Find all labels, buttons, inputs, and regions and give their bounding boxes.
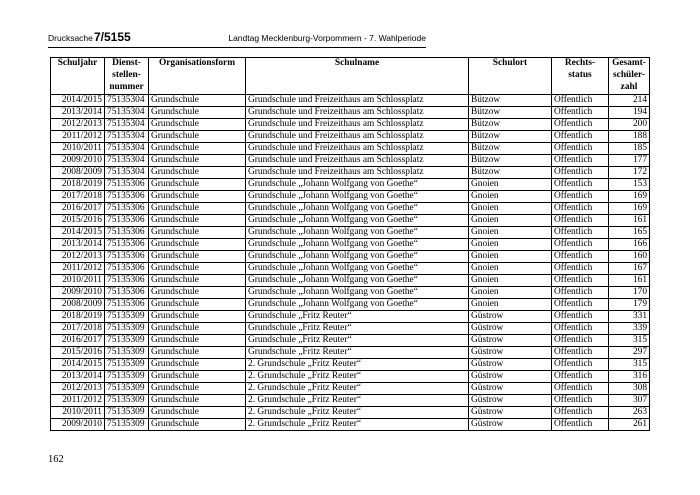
cell-schuljahr: 2011/2012 bbox=[51, 395, 105, 407]
cell-schuljahr: 2010/2011 bbox=[51, 143, 105, 155]
cell-schuljahr: 2016/2017 bbox=[51, 203, 105, 215]
cell-dienststellennummer: 75135309 bbox=[105, 323, 149, 335]
cell-dienststellennummer: 75135309 bbox=[105, 347, 149, 359]
cell-gesamtschuelerzahl: 153 bbox=[609, 179, 650, 191]
cell-schulort: Güstrow bbox=[469, 371, 552, 383]
cell-schulort: Gnoien bbox=[469, 287, 552, 299]
cell-schulort: Güstrow bbox=[469, 347, 552, 359]
cell-schulort: Güstrow bbox=[469, 407, 552, 419]
cell-organisationsform: Grundschule bbox=[149, 311, 246, 323]
cell-rechtsstatus: Öffentlich bbox=[552, 215, 609, 227]
cell-schulname: Grundschule „Johann Wolfgang von Goethe“ bbox=[246, 227, 469, 239]
cell-dienststellennummer: 75135309 bbox=[105, 311, 149, 323]
cell-rechtsstatus: Öffentlich bbox=[552, 263, 609, 275]
cell-schuljahr: 2009/2010 bbox=[51, 419, 105, 431]
cell-dienststellennummer: 75135304 bbox=[105, 155, 149, 167]
column-header-gesamtschuelerzahl: Gesamt- schüler- zahl bbox=[609, 58, 650, 95]
cell-schulort: Güstrow bbox=[469, 383, 552, 395]
cell-gesamtschuelerzahl: 167 bbox=[609, 263, 650, 275]
cell-rechtsstatus: Öffentlich bbox=[552, 179, 609, 191]
cell-rechtsstatus: Öffentlich bbox=[552, 107, 609, 119]
cell-schulname: Grundschule „Johann Wolfgang von Goethe“ bbox=[246, 299, 469, 311]
cell-schulname: 2. Grundschule „Fritz Reuter“ bbox=[246, 407, 469, 419]
cell-schulort: Güstrow bbox=[469, 359, 552, 371]
page-number: 162 bbox=[48, 454, 64, 465]
table-row bbox=[51, 347, 650, 359]
cell-organisationsform: Grundschule bbox=[149, 143, 246, 155]
cell-schulname: Grundschule und Freizeithaus am Schlossplatz bbox=[246, 143, 469, 155]
cell-schulort: Gnoien bbox=[469, 215, 552, 227]
cell-schulname: Grundschule und Freizeithaus am Schlossplatz bbox=[246, 167, 469, 179]
cell-schulname: Grundschule „Johann Wolfgang von Goethe“ bbox=[246, 215, 469, 227]
cell-dienststellennummer: 75135304 bbox=[105, 131, 149, 143]
cell-rechtsstatus: Öffentlich bbox=[552, 335, 609, 347]
cell-dienststellennummer: 75135306 bbox=[105, 239, 149, 251]
cell-schuljahr: 2018/2019 bbox=[51, 311, 105, 323]
table-row bbox=[51, 287, 650, 299]
cell-schulname: 2. Grundschule „Fritz Reuter“ bbox=[246, 419, 469, 431]
cell-organisationsform: Grundschule bbox=[149, 263, 246, 275]
cell-gesamtschuelerzahl: 177 bbox=[609, 155, 650, 167]
cell-gesamtschuelerzahl: 160 bbox=[609, 251, 650, 263]
cell-schulname: Grundschule „Johann Wolfgang von Goethe“ bbox=[246, 287, 469, 299]
cell-gesamtschuelerzahl: 172 bbox=[609, 167, 650, 179]
cell-rechtsstatus: Öffentlich bbox=[552, 119, 609, 131]
cell-schuljahr: 2018/2019 bbox=[51, 179, 105, 191]
cell-rechtsstatus: Öffentlich bbox=[552, 251, 609, 263]
cell-schulort: Gnoien bbox=[469, 275, 552, 287]
cell-schuljahr: 2012/2013 bbox=[51, 119, 105, 131]
cell-schulname: Grundschule und Freizeithaus am Schlossplatz bbox=[246, 119, 469, 131]
cell-schuljahr: 2010/2011 bbox=[51, 275, 105, 287]
cell-dienststellennummer: 75135309 bbox=[105, 371, 149, 383]
cell-dienststellennummer: 75135306 bbox=[105, 191, 149, 203]
cell-rechtsstatus: Öffentlich bbox=[552, 419, 609, 431]
table-row bbox=[51, 239, 650, 251]
cell-dienststellennummer: 75135309 bbox=[105, 335, 149, 347]
cell-gesamtschuelerzahl: 307 bbox=[609, 395, 650, 407]
cell-organisationsform: Grundschule bbox=[149, 227, 246, 239]
cell-gesamtschuelerzahl: 297 bbox=[609, 347, 650, 359]
cell-organisationsform: Grundschule bbox=[149, 407, 246, 419]
table-row bbox=[51, 191, 650, 203]
school-table bbox=[50, 57, 650, 431]
cell-schulort: Bützow bbox=[469, 155, 552, 167]
cell-schulort: Güstrow bbox=[469, 419, 552, 431]
cell-schulort: Bützow bbox=[469, 143, 552, 155]
cell-gesamtschuelerzahl: 169 bbox=[609, 191, 650, 203]
cell-schulname: Grundschule „Fritz Reuter“ bbox=[246, 347, 469, 359]
cell-rechtsstatus: Öffentlich bbox=[552, 191, 609, 203]
cell-schuljahr: 2013/2014 bbox=[51, 371, 105, 383]
cell-schulname: Grundschule und Freizeithaus am Schlossplatz bbox=[246, 155, 469, 167]
cell-schulort: Bützow bbox=[469, 119, 552, 131]
cell-rechtsstatus: Öffentlich bbox=[552, 131, 609, 143]
column-header-organisationsform: Organisationsform bbox=[149, 58, 246, 95]
cell-schuljahr: 2017/2018 bbox=[51, 191, 105, 203]
table-row bbox=[51, 251, 650, 263]
cell-dienststellennummer: 75135304 bbox=[105, 95, 149, 107]
cell-dienststellennummer: 75135306 bbox=[105, 203, 149, 215]
cell-schulname: Grundschule und Freizeithaus am Schlossplatz bbox=[246, 131, 469, 143]
cell-rechtsstatus: Öffentlich bbox=[552, 371, 609, 383]
cell-rechtsstatus: Öffentlich bbox=[552, 203, 609, 215]
table-row bbox=[51, 275, 650, 287]
table-row bbox=[51, 131, 650, 143]
cell-rechtsstatus: Öffentlich bbox=[552, 227, 609, 239]
cell-gesamtschuelerzahl: 161 bbox=[609, 275, 650, 287]
table-row bbox=[51, 167, 650, 179]
cell-schulname: Grundschule „Johann Wolfgang von Goethe“ bbox=[246, 275, 469, 287]
cell-schulname: Grundschule und Freizeithaus am Schlossplatz bbox=[246, 107, 469, 119]
cell-schulort: Bützow bbox=[469, 107, 552, 119]
cell-gesamtschuelerzahl: 315 bbox=[609, 359, 650, 371]
cell-schuljahr: 2011/2012 bbox=[51, 131, 105, 143]
cell-schuljahr: 2014/2015 bbox=[51, 227, 105, 239]
cell-schulort: Gnoien bbox=[469, 263, 552, 275]
cell-schuljahr: 2009/2010 bbox=[51, 287, 105, 299]
cell-rechtsstatus: Öffentlich bbox=[552, 287, 609, 299]
cell-organisationsform: Grundschule bbox=[149, 131, 246, 143]
cell-gesamtschuelerzahl: 261 bbox=[609, 419, 650, 431]
cell-schuljahr: 2013/2014 bbox=[51, 107, 105, 119]
cell-rechtsstatus: Öffentlich bbox=[552, 311, 609, 323]
cell-schulort: Bützow bbox=[469, 95, 552, 107]
cell-schulname: 2. Grundschule „Fritz Reuter“ bbox=[246, 359, 469, 371]
cell-gesamtschuelerzahl: 200 bbox=[609, 119, 650, 131]
cell-organisationsform: Grundschule bbox=[149, 299, 246, 311]
cell-schulort: Bützow bbox=[469, 167, 552, 179]
cell-rechtsstatus: Öffentlich bbox=[552, 383, 609, 395]
table-row bbox=[51, 323, 650, 335]
cell-rechtsstatus: Öffentlich bbox=[552, 323, 609, 335]
cell-dienststellennummer: 75135306 bbox=[105, 275, 149, 287]
cell-organisationsform: Grundschule bbox=[149, 395, 246, 407]
cell-schulname: Grundschule „Johann Wolfgang von Goethe“ bbox=[246, 203, 469, 215]
cell-schulort: Güstrow bbox=[469, 395, 552, 407]
cell-organisationsform: Grundschule bbox=[149, 119, 246, 131]
cell-schulort: Gnoien bbox=[469, 239, 552, 251]
cell-schulort: Gnoien bbox=[469, 191, 552, 203]
table-row bbox=[51, 335, 650, 347]
cell-schulort: Gnoien bbox=[469, 251, 552, 263]
cell-gesamtschuelerzahl: 188 bbox=[609, 131, 650, 143]
table-row bbox=[51, 383, 650, 395]
cell-organisationsform: Grundschule bbox=[149, 275, 246, 287]
cell-rechtsstatus: Öffentlich bbox=[552, 143, 609, 155]
cell-gesamtschuelerzahl: 161 bbox=[609, 215, 650, 227]
cell-schulname: Grundschule und Freizeithaus am Schlossplatz bbox=[246, 95, 469, 107]
cell-dienststellennummer: 75135309 bbox=[105, 407, 149, 419]
cell-gesamtschuelerzahl: 214 bbox=[609, 95, 650, 107]
header-divider bbox=[48, 47, 426, 48]
cell-organisationsform: Grundschule bbox=[149, 335, 246, 347]
table-row bbox=[51, 395, 650, 407]
cell-organisationsform: Grundschule bbox=[149, 215, 246, 227]
cell-organisationsform: Grundschule bbox=[149, 347, 246, 359]
table-row bbox=[51, 263, 650, 275]
cell-schulname: Grundschule „Johann Wolfgang von Goethe“ bbox=[246, 179, 469, 191]
cell-dienststellennummer: 75135306 bbox=[105, 299, 149, 311]
cell-rechtsstatus: Öffentlich bbox=[552, 407, 609, 419]
table-row bbox=[51, 311, 650, 323]
cell-gesamtschuelerzahl: 315 bbox=[609, 335, 650, 347]
cell-dienststellennummer: 75135309 bbox=[105, 395, 149, 407]
cell-gesamtschuelerzahl: 179 bbox=[609, 299, 650, 311]
cell-organisationsform: Grundschule bbox=[149, 203, 246, 215]
cell-rechtsstatus: Öffentlich bbox=[552, 359, 609, 371]
cell-schuljahr: 2011/2012 bbox=[51, 263, 105, 275]
cell-schuljahr: 2012/2013 bbox=[51, 251, 105, 263]
cell-rechtsstatus: Öffentlich bbox=[552, 95, 609, 107]
cell-dienststellennummer: 75135304 bbox=[105, 167, 149, 179]
cell-gesamtschuelerzahl: 170 bbox=[609, 287, 650, 299]
cell-gesamtschuelerzahl: 194 bbox=[609, 107, 650, 119]
cell-schuljahr: 2016/2017 bbox=[51, 335, 105, 347]
cell-schuljahr: 2015/2016 bbox=[51, 347, 105, 359]
cell-rechtsstatus: Öffentlich bbox=[552, 347, 609, 359]
document-label: Drucksache bbox=[48, 33, 93, 43]
cell-schuljahr: 2014/2015 bbox=[51, 359, 105, 371]
cell-schulort: Gnoien bbox=[469, 203, 552, 215]
cell-dienststellennummer: 75135309 bbox=[105, 359, 149, 371]
cell-organisationsform: Grundschule bbox=[149, 251, 246, 263]
table-row bbox=[51, 299, 650, 311]
cell-rechtsstatus: Öffentlich bbox=[552, 395, 609, 407]
cell-schulname: Grundschule „Johann Wolfgang von Goethe“ bbox=[246, 263, 469, 275]
cell-schulort: Güstrow bbox=[469, 335, 552, 347]
cell-organisationsform: Grundschule bbox=[149, 179, 246, 191]
table-row bbox=[51, 227, 650, 239]
table-row bbox=[51, 203, 650, 215]
cell-schulname: Grundschule „Johann Wolfgang von Goethe“ bbox=[246, 251, 469, 263]
cell-schulort: Gnoien bbox=[469, 299, 552, 311]
cell-schulname: 2. Grundschule „Fritz Reuter“ bbox=[246, 395, 469, 407]
cell-schuljahr: 2017/2018 bbox=[51, 323, 105, 335]
cell-dienststellennummer: 75135304 bbox=[105, 143, 149, 155]
table-row bbox=[51, 419, 650, 431]
cell-organisationsform: Grundschule bbox=[149, 371, 246, 383]
cell-dienststellennummer: 75135304 bbox=[105, 119, 149, 131]
cell-gesamtschuelerzahl: 165 bbox=[609, 227, 650, 239]
cell-organisationsform: Grundschule bbox=[149, 287, 246, 299]
table-row bbox=[51, 107, 650, 119]
cell-schulort: Gnoien bbox=[469, 227, 552, 239]
cell-dienststellennummer: 75135306 bbox=[105, 263, 149, 275]
cell-schulort: Güstrow bbox=[469, 311, 552, 323]
cell-schuljahr: 2013/2014 bbox=[51, 239, 105, 251]
cell-schulname: Grundschule „Fritz Reuter“ bbox=[246, 311, 469, 323]
cell-gesamtschuelerzahl: 185 bbox=[609, 143, 650, 155]
cell-gesamtschuelerzahl: 331 bbox=[609, 311, 650, 323]
cell-schulname: Grundschule „Johann Wolfgang von Goethe“ bbox=[246, 239, 469, 251]
cell-schulname: Grundschule „Johann Wolfgang von Goethe“ bbox=[246, 191, 469, 203]
cell-schulort: Güstrow bbox=[469, 323, 552, 335]
cell-organisationsform: Grundschule bbox=[149, 419, 246, 431]
table-row bbox=[51, 95, 650, 107]
cell-schuljahr: 2008/2009 bbox=[51, 299, 105, 311]
cell-organisationsform: Grundschule bbox=[149, 167, 246, 179]
cell-organisationsform: Grundschule bbox=[149, 359, 246, 371]
cell-schulort: Gnoien bbox=[469, 179, 552, 191]
cell-rechtsstatus: Öffentlich bbox=[552, 275, 609, 287]
cell-organisationsform: Grundschule bbox=[149, 155, 246, 167]
table-row bbox=[51, 143, 650, 155]
column-header-schulname: Schulname bbox=[246, 58, 469, 95]
cell-dienststellennummer: 75135306 bbox=[105, 227, 149, 239]
column-header-schuljahr: Schuljahr bbox=[51, 58, 105, 95]
cell-organisationsform: Grundschule bbox=[149, 323, 246, 335]
cell-schulname: Grundschule „Fritz Reuter“ bbox=[246, 323, 469, 335]
cell-rechtsstatus: Öffentlich bbox=[552, 299, 609, 311]
cell-dienststellennummer: 75135309 bbox=[105, 419, 149, 431]
cell-schulort: Bützow bbox=[469, 131, 552, 143]
cell-gesamtschuelerzahl: 316 bbox=[609, 371, 650, 383]
column-header-rechtsstatus: Rechts- status bbox=[552, 58, 609, 95]
table-row bbox=[51, 215, 650, 227]
cell-organisationsform: Grundschule bbox=[149, 95, 246, 107]
cell-schuljahr: 2012/2013 bbox=[51, 383, 105, 395]
table-row bbox=[51, 155, 650, 167]
cell-dienststellennummer: 75135306 bbox=[105, 287, 149, 299]
cell-schuljahr: 2015/2016 bbox=[51, 215, 105, 227]
cell-schuljahr: 2009/2010 bbox=[51, 155, 105, 167]
column-header-schulort: Schulort bbox=[469, 58, 552, 95]
cell-rechtsstatus: Öffentlich bbox=[552, 155, 609, 167]
cell-schuljahr: 2010/2011 bbox=[51, 407, 105, 419]
page-header bbox=[48, 30, 426, 46]
cell-schulname: Grundschule „Fritz Reuter“ bbox=[246, 335, 469, 347]
table-row bbox=[51, 119, 650, 131]
table-row bbox=[51, 359, 650, 371]
cell-organisationsform: Grundschule bbox=[149, 383, 246, 395]
cell-dienststellennummer: 75135306 bbox=[105, 215, 149, 227]
parliament-title: Landtag Mecklenburg-Vorpommern - 7. Wahlperiode bbox=[228, 33, 426, 43]
cell-schuljahr: 2014/2015 bbox=[51, 95, 105, 107]
cell-organisationsform: Grundschule bbox=[149, 107, 246, 119]
cell-organisationsform: Grundschule bbox=[149, 239, 246, 251]
table-row bbox=[51, 407, 650, 419]
cell-rechtsstatus: Öffentlich bbox=[552, 167, 609, 179]
table-body bbox=[51, 95, 650, 431]
cell-schulname: 2. Grundschule „Fritz Reuter“ bbox=[246, 383, 469, 395]
cell-gesamtschuelerzahl: 339 bbox=[609, 323, 650, 335]
document-number: 7/5155 bbox=[94, 30, 131, 44]
cell-organisationsform: Grundschule bbox=[149, 191, 246, 203]
table-header-row bbox=[51, 58, 650, 95]
cell-dienststellennummer: 75135309 bbox=[105, 383, 149, 395]
column-header-dienststellennummer: Dienst- stellen- nummer bbox=[105, 58, 149, 95]
table-row bbox=[51, 371, 650, 383]
cell-gesamtschuelerzahl: 263 bbox=[609, 407, 650, 419]
cell-dienststellennummer: 75135304 bbox=[105, 107, 149, 119]
cell-gesamtschuelerzahl: 166 bbox=[609, 239, 650, 251]
table-row bbox=[51, 179, 650, 191]
cell-gesamtschuelerzahl: 169 bbox=[609, 203, 650, 215]
cell-schuljahr: 2008/2009 bbox=[51, 167, 105, 179]
cell-schulname: 2. Grundschule „Fritz Reuter“ bbox=[246, 371, 469, 383]
cell-dienststellennummer: 75135306 bbox=[105, 251, 149, 263]
cell-dienststellennummer: 75135306 bbox=[105, 179, 149, 191]
cell-rechtsstatus: Öffentlich bbox=[552, 239, 609, 251]
cell-gesamtschuelerzahl: 308 bbox=[609, 383, 650, 395]
